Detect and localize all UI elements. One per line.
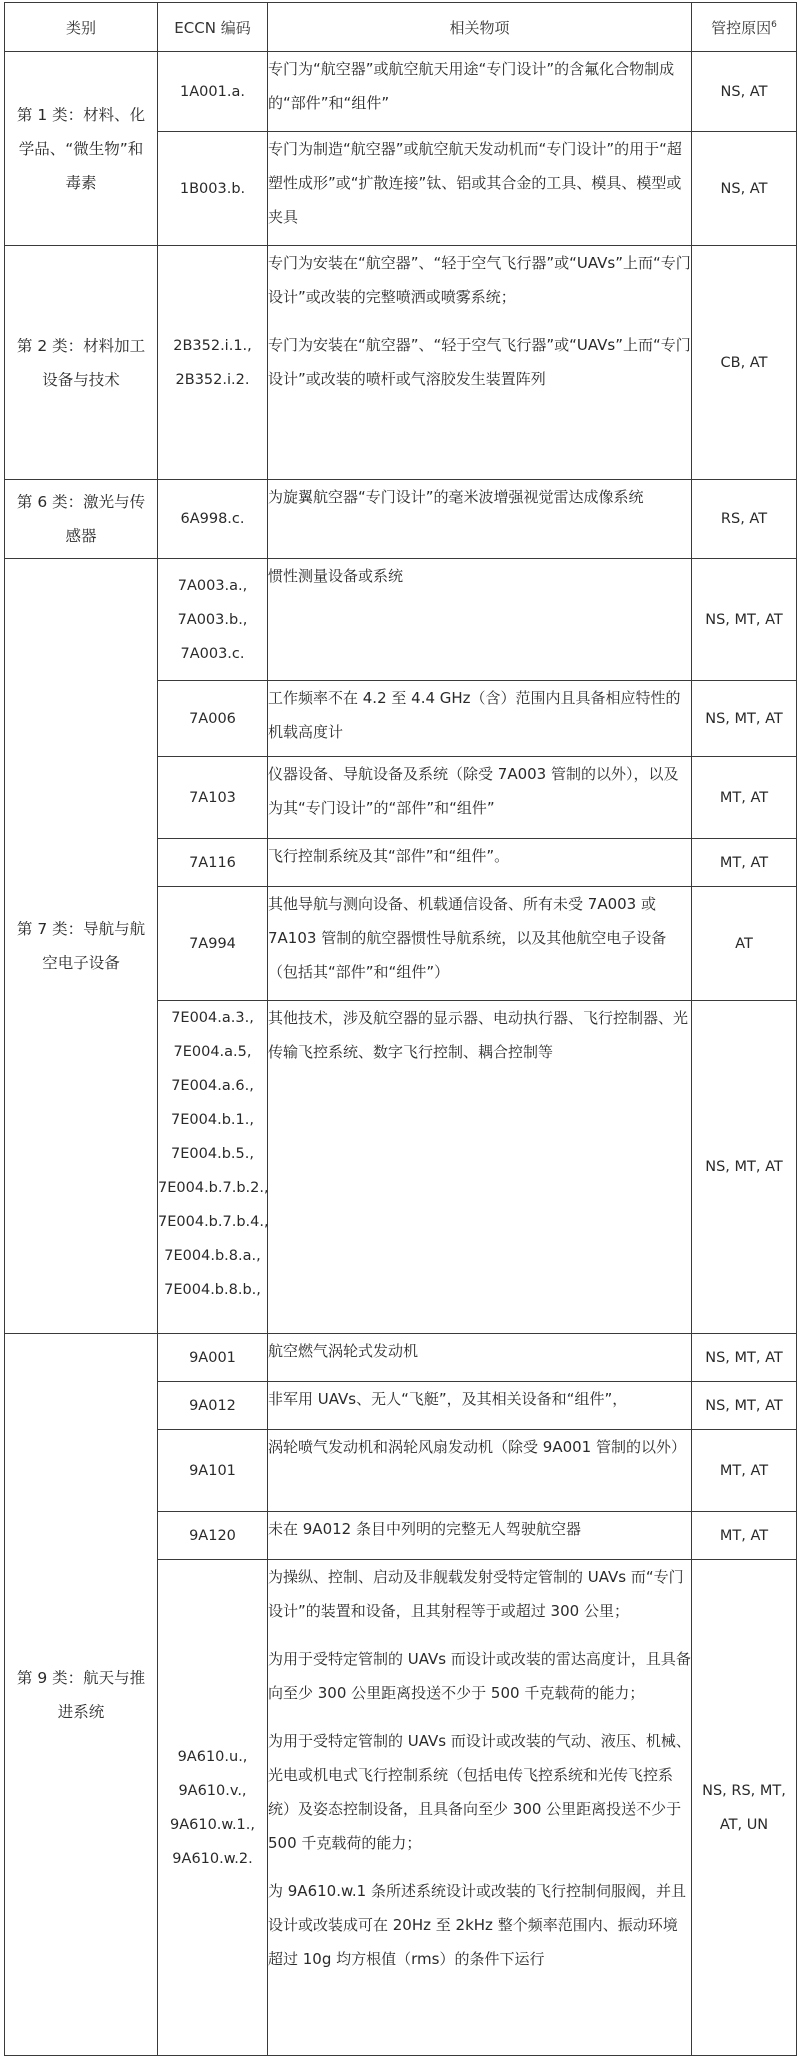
item-paragraph: 未在 9A012 条目中列明的完整无人驾驶航空器 [268, 1520, 581, 1538]
header-items: 相关物项 [268, 3, 692, 52]
reason-cell [692, 52, 797, 132]
text-line: 7E004.a.3., [171, 1010, 254, 1026]
text-line: 7A003.b., [177, 611, 248, 628]
reason-cell [692, 1560, 797, 2056]
text-line: 7E004.a.6., [171, 1078, 254, 1094]
item-paragraph: 其他导航与测向设备、机载通信设备、所有未受 7A003 或 7A103 管制的航空器惯性导航系统，以及其他航空电子设备（包括其“部件”和“组件”） [268, 895, 667, 981]
item-paragraph: 为操纵、控制、启动及非舰载发射受特定管制的 UAVs 而“专门设计”的装置和设备，且其射程等于或超过 300 公里； [268, 1568, 684, 1620]
text-line: 7A103 [189, 789, 236, 806]
item-paragraph: 专门为“航空器”或航空航天用途“专门设计”的含氟化合物制成的“部件”和“组件” [268, 60, 675, 112]
item-paragraph: 专门为制造“航空器”或航空航天发动机而“专门设计”的用于“超塑性成形”或“扩散连接”钛、铝或其合金的工具、模具、模型或夹具 [268, 140, 682, 226]
text-line: AT [735, 935, 753, 952]
text-line: NS, MT, AT [705, 710, 783, 727]
text-line: 7A003.c. [180, 645, 245, 662]
text-line: RS, AT [720, 511, 768, 527]
text-line: 7A994 [189, 935, 236, 952]
table-row [5, 480, 797, 559]
items-cell [268, 1430, 692, 1512]
items-cell [268, 1382, 692, 1430]
eccn-cell [158, 887, 268, 1001]
text-line: 9A120 [189, 1527, 236, 1544]
header-eccn: ECCN 编码 [158, 3, 268, 52]
text-line: 7E004.a.5, [173, 1044, 252, 1060]
item-paragraph: 惯性测量设备或系统 [268, 567, 404, 585]
text-line: 7E004.b.8.b., [164, 1282, 261, 1298]
reason-cell [692, 839, 797, 887]
item-paragraph: 为用于受特定管制的 UAVs 而设计或改装的雷达高度计，且具备向至少 300 公里距离投送不少于 500 千克载荷的能力； [268, 1650, 691, 1702]
text-line: 7E004.b.8.a., [164, 1248, 261, 1264]
text-line: 空电子设备 [42, 954, 120, 972]
header-reason: 管控原因$^6$ [692, 3, 797, 52]
reason-cell [692, 757, 797, 839]
reason-cell [692, 480, 797, 559]
item-paragraph: 仪器设备、导航设备及系统（除受 7A003 管制的以外），以及为其“专门设计”的“部件”和“组件” [268, 765, 679, 817]
category-cell [5, 559, 158, 1334]
text-line: 第 9 类：航天与推 [16, 1668, 146, 1687]
footnote-marker: 6 [771, 19, 777, 30]
item-paragraph: 非军用 UAVs、无人“飞艇”，及其相关设备和“组件”， [268, 1390, 628, 1408]
item-paragraph: 其他技术，涉及航空器的显示器、电动执行器、飞行控制器、光传输飞控系统、数字飞行控制、耦合控制等 [268, 1009, 689, 1061]
text-line: 7A116 [189, 854, 236, 871]
text-line: NS, MT, AT [705, 1159, 783, 1175]
text-line: 2B352.i.2. [175, 371, 250, 388]
items-cell [268, 480, 692, 559]
item-paragraph: 专门为安装在“航空器”、“轻于空气飞行器”或“UAVs”上而“专门设计”或改装的完整喷洒或喷雾系统； [268, 254, 691, 306]
text-line: CB, AT [720, 354, 768, 371]
items-cell [268, 1001, 692, 1334]
reason-cell [692, 1512, 797, 1560]
text-line: 第 6 类：激光与传 [16, 493, 146, 511]
text-line: 2B352.i.1., [173, 337, 252, 354]
eccn-cell [158, 559, 268, 681]
text-line: MT, AT [719, 1462, 769, 1479]
text-line: NS, AT [720, 180, 768, 197]
text-line: 设备与技术 [42, 370, 120, 389]
text-line: 7E004.b.7.b.4., [158, 1214, 269, 1230]
reason-cell [692, 887, 797, 1001]
text-line: NS, AT [720, 83, 768, 100]
text-line: 1A001.a. [180, 83, 245, 100]
items-cell [268, 1560, 692, 2056]
items-cell [268, 246, 692, 480]
eccn-cell [158, 1560, 268, 2056]
reason-cell [692, 132, 797, 246]
item-paragraph: 航空燃气涡轮式发动机 [268, 1342, 419, 1360]
table-row [5, 1334, 797, 1382]
header-category: 类别 [5, 3, 158, 52]
category-cell [5, 52, 158, 246]
items-cell [268, 887, 692, 1001]
text-line: 7E004.b.1., [171, 1112, 254, 1128]
eccn-cell [158, 52, 268, 132]
text-line: 9A610.v., [178, 1782, 247, 1799]
eccn-cell [158, 1512, 268, 1560]
item-paragraph: 为 9A610.w.1 条所述系统设计或改装的飞行控制伺服阀，并且设计或改装成可在 20Hz 至 2kHz 整个频率范围内、振动环境超过 10g 均方根值（rms）的条件下运行 [268, 1882, 686, 1968]
text-line: 9A012 [189, 1397, 236, 1414]
text-line: AT, UN [719, 1816, 769, 1833]
text-line: 感器 [65, 527, 97, 545]
text-line: 进系统 [57, 1702, 105, 1721]
text-line: 7A003.a., [177, 577, 248, 594]
text-line: NS, MT, AT [705, 1349, 783, 1366]
text-line: 9A101 [189, 1462, 236, 1479]
text-line: 1B003.b. [179, 180, 246, 197]
reason-cell [692, 246, 797, 480]
text-line: NS, MT, AT [705, 1397, 783, 1414]
items-cell [268, 1512, 692, 1560]
header-row [5, 3, 797, 52]
text-line: NS, RS, MT, [702, 1782, 786, 1799]
export-control-table [4, 2, 797, 2056]
items-cell [268, 1334, 692, 1382]
items-cell [268, 52, 692, 132]
item-paragraph: 飞行控制系统及其“部件”和“组件”。 [268, 847, 510, 865]
text-line: 7A006 [189, 710, 236, 727]
eccn-cell [158, 681, 268, 757]
category-cell [5, 246, 158, 480]
reason-cell [692, 1001, 797, 1334]
text-line: MT, AT [719, 789, 769, 806]
table-row [5, 559, 797, 681]
text-line: 7E004.b.5., [171, 1146, 254, 1162]
text-line: 9A610.w.1., [169, 1816, 255, 1833]
eccn-cell [158, 757, 268, 839]
text-line: NS, MT, AT [705, 611, 783, 628]
text-line: 7E004.b.7.b.2., [158, 1180, 269, 1196]
text-line: 学品、“微生物”和 [18, 139, 144, 158]
eccn-cell [158, 1334, 268, 1382]
category-cell [5, 480, 158, 559]
text-line: 第 1 类：材料、化 [16, 105, 146, 124]
item-paragraph: 为用于受特定管制的 UAVs 而设计或改装的气动、液压、机械、光电或机电式飞行控制系统（包括电传飞控系统和光传飞控系统）及姿态控制设备，且具备向至少 300 公里距离投送不少于 500 千克载荷的能力； [268, 1732, 691, 1852]
item-paragraph: 专门为安装在“航空器”、“轻于空气飞行器”或“UAVs”上而“专门设计”或改装的喷杆或气溶胶发生装置阵列 [268, 336, 691, 388]
reason-cell [692, 681, 797, 757]
text-line: MT, AT [719, 854, 769, 871]
eccn-cell [158, 132, 268, 246]
text-line: 9A001 [189, 1349, 236, 1366]
item-paragraph: 工作频率不在 4.2 至 4.4 GHz（含）范围内且具备相应特性的机载高度计 [268, 689, 681, 741]
eccn-cell [158, 839, 268, 887]
items-cell [268, 757, 692, 839]
reason-cell [692, 1334, 797, 1382]
item-paragraph: 为旋翼航空器“专门设计”的毫米波增强视觉雷达成像系统 [268, 488, 644, 506]
items-cell [268, 559, 692, 681]
eccn-cell [158, 246, 268, 480]
item-paragraph: 涡轮喷气发动机和涡轮风扇发动机（除受 9A001 管制的以外） [268, 1438, 686, 1456]
text-line: 第 2 类：材料加工 [16, 336, 146, 355]
category-cell [5, 1334, 158, 2056]
reason-cell [692, 1382, 797, 1430]
reason-cell [692, 1430, 797, 1512]
eccn-cell [158, 480, 268, 559]
eccn-cell [158, 1430, 268, 1512]
eccn-cell [158, 1382, 268, 1430]
text-line: 9A610.u., [177, 1748, 248, 1765]
items-cell [268, 132, 692, 246]
eccn-cell [158, 1001, 268, 1334]
text-line: 6A998.c. [180, 511, 245, 527]
reason-cell [692, 559, 797, 681]
items-cell [268, 681, 692, 757]
items-cell [268, 839, 692, 887]
text-line: 第 7 类：导航与航 [16, 920, 146, 938]
table-row [5, 246, 797, 480]
text-line: 毒素 [65, 173, 97, 192]
text-line: 9A610.w.2. [172, 1850, 253, 1867]
text-line: MT, AT [719, 1527, 769, 1544]
table-row [5, 52, 797, 132]
